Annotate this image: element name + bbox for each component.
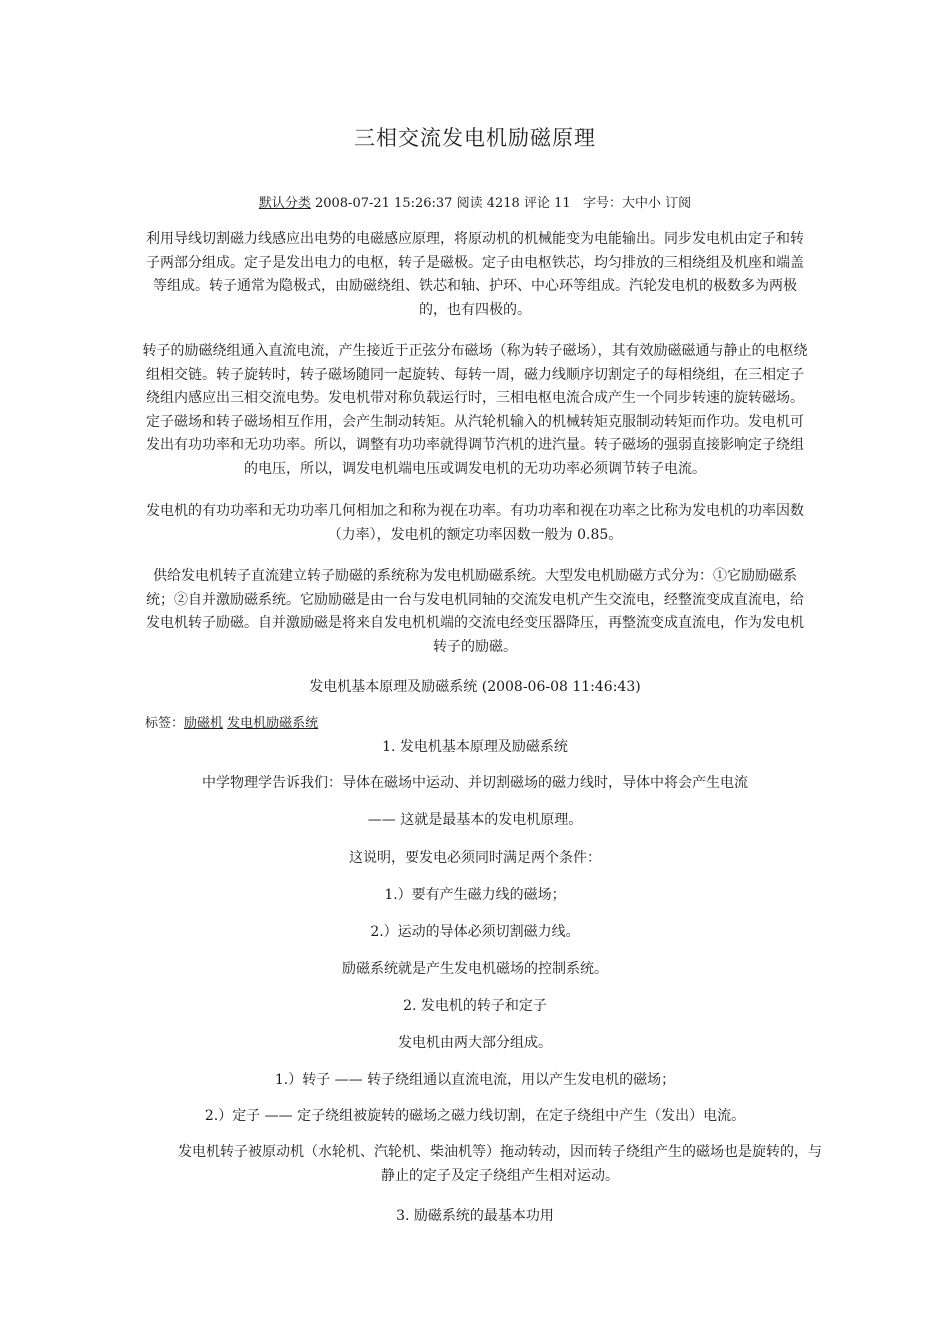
paragraph-2: 转子的励磁绕组通入直流电流，产生接近于正弦分布磁场（称为转子磁场），其有效励磁磁通与静止的电枢绕组相交链。转子旋转时，转子磁场随同一起旋转、每转一周，磁力线顺序切割定子的每相绕组，在三相定子绕组内感应出三相交流电势。发电机带对称负载运行时，三相电枢电流合成产生一个同步转速的旋转磁场。定子磁场和转子磁场相互作用，会产生制动转矩。从汽轮机输入的机械转矩克服制动转矩而作功。发电机可发出有功功率和无功功率。所以，调整有功功率就得调节汽机的进汽量。转子磁场的强弱直接影响定子绕组的电压，所以，调发电机端电压或调发电机的无功功率必须调节转子电流。 <box>142 343 808 477</box>
paragraph-3: 发电机的有功功率和无功功率几何相加之和称为视在功率。有功功率和视在功率之比称为发电机的功率因数（力率），发电机的额定功率因数一般为 0.85。 <box>146 503 804 543</box>
section-heading: 3. 励磁系统的最基本功用 <box>396 1208 554 1224</box>
list-item: 2.）运动的导体必须切割磁力线。 <box>370 924 580 940</box>
document-title: 三相交流发电机励磁原理 <box>354 126 596 150</box>
text-line: —— 这就是最基本的发电机原理。 <box>367 812 583 828</box>
category-link[interactable]: 默认分类 <box>258 196 311 211</box>
section-heading: 1. 发电机基本原理及励磁系统 <box>382 739 568 755</box>
section-heading: 2. 发电机的转子和定子 <box>403 998 547 1014</box>
comment-count[interactable]: 评论 11 <box>523 196 571 211</box>
text-line: 励磁系统就是产生发电机磁场的控制系统。 <box>342 961 608 977</box>
list-item: 1.）转子 —— 转子绕组通以直流电流，用以产生发电机的磁场； <box>274 1072 676 1088</box>
source-line: 发电机基本原理及励磁系统 (2008-06-08 11:46:43) <box>309 679 641 695</box>
tags-label: 标签： <box>145 716 185 731</box>
text-line: 发电机由两大部分组成。 <box>398 1035 552 1051</box>
text-line: 中学物理学告诉我们：导体在磁场中运动、并切割磁场的磁力线时，导体中将会产生电流 <box>202 775 748 791</box>
paragraph-4: 供给发电机转子直流建立转子励磁的系统称为发电机励磁系统。大型发电机励磁方式分为：①它励励磁系统；②自并激励磁系统。它励励磁是由一台与发电机同轴的交流发电机产生交流电，经整流变成直流电，给发电机转子励磁。自并激励磁是将来自发电机机端的交流电经变压器降压，再整流变成直流电，作为发电机转子的励磁。 <box>146 568 804 655</box>
list-item: 2.）定子 —— 定子绕组被旋转的磁场之磁力线切割，在定子绕组中产生（发出）电流。 <box>204 1108 746 1124</box>
tag-link[interactable]: 发电机励磁系统 <box>227 716 319 731</box>
tag-list <box>145 712 318 731</box>
read-count: 阅读 4218 <box>456 196 520 211</box>
text-line: 这说明，要发电必须同时满足两个条件： <box>349 850 601 866</box>
tag-link[interactable]: 励磁机 <box>184 716 224 731</box>
text-line: 发电机转子被原动机（水轮机、汽轮机、柴油机等）拖动转动，因而转子绕组产生的磁场也是旋转的，与静止的定子及定子绕组产生相对运动。 <box>178 1144 822 1184</box>
publish-datetime: 2008-07-21 15:26:37 <box>314 196 453 211</box>
article-meta <box>0 192 950 211</box>
paragraph-1: 利用导线切割磁力线感应出电势的电磁感应原理，将原动机的机械能变为电能输出。同步发电机由定子和转子两部分组成。定子是发出电力的电枢，转子是磁极。定子由电枢铁芯，均匀排放的三相绕组及机座和端盖等组成。转子通常为隐极式，由励磁绕组、铁芯和轴、护环、中心环等组成。汽轮发电机的极数多为两极的，也有四极的。 <box>146 231 804 318</box>
font-size-controls[interactable]: 字号：大中小 订阅 <box>583 196 692 211</box>
list-item: 1.）要有产生磁力线的磁场； <box>384 887 566 903</box>
